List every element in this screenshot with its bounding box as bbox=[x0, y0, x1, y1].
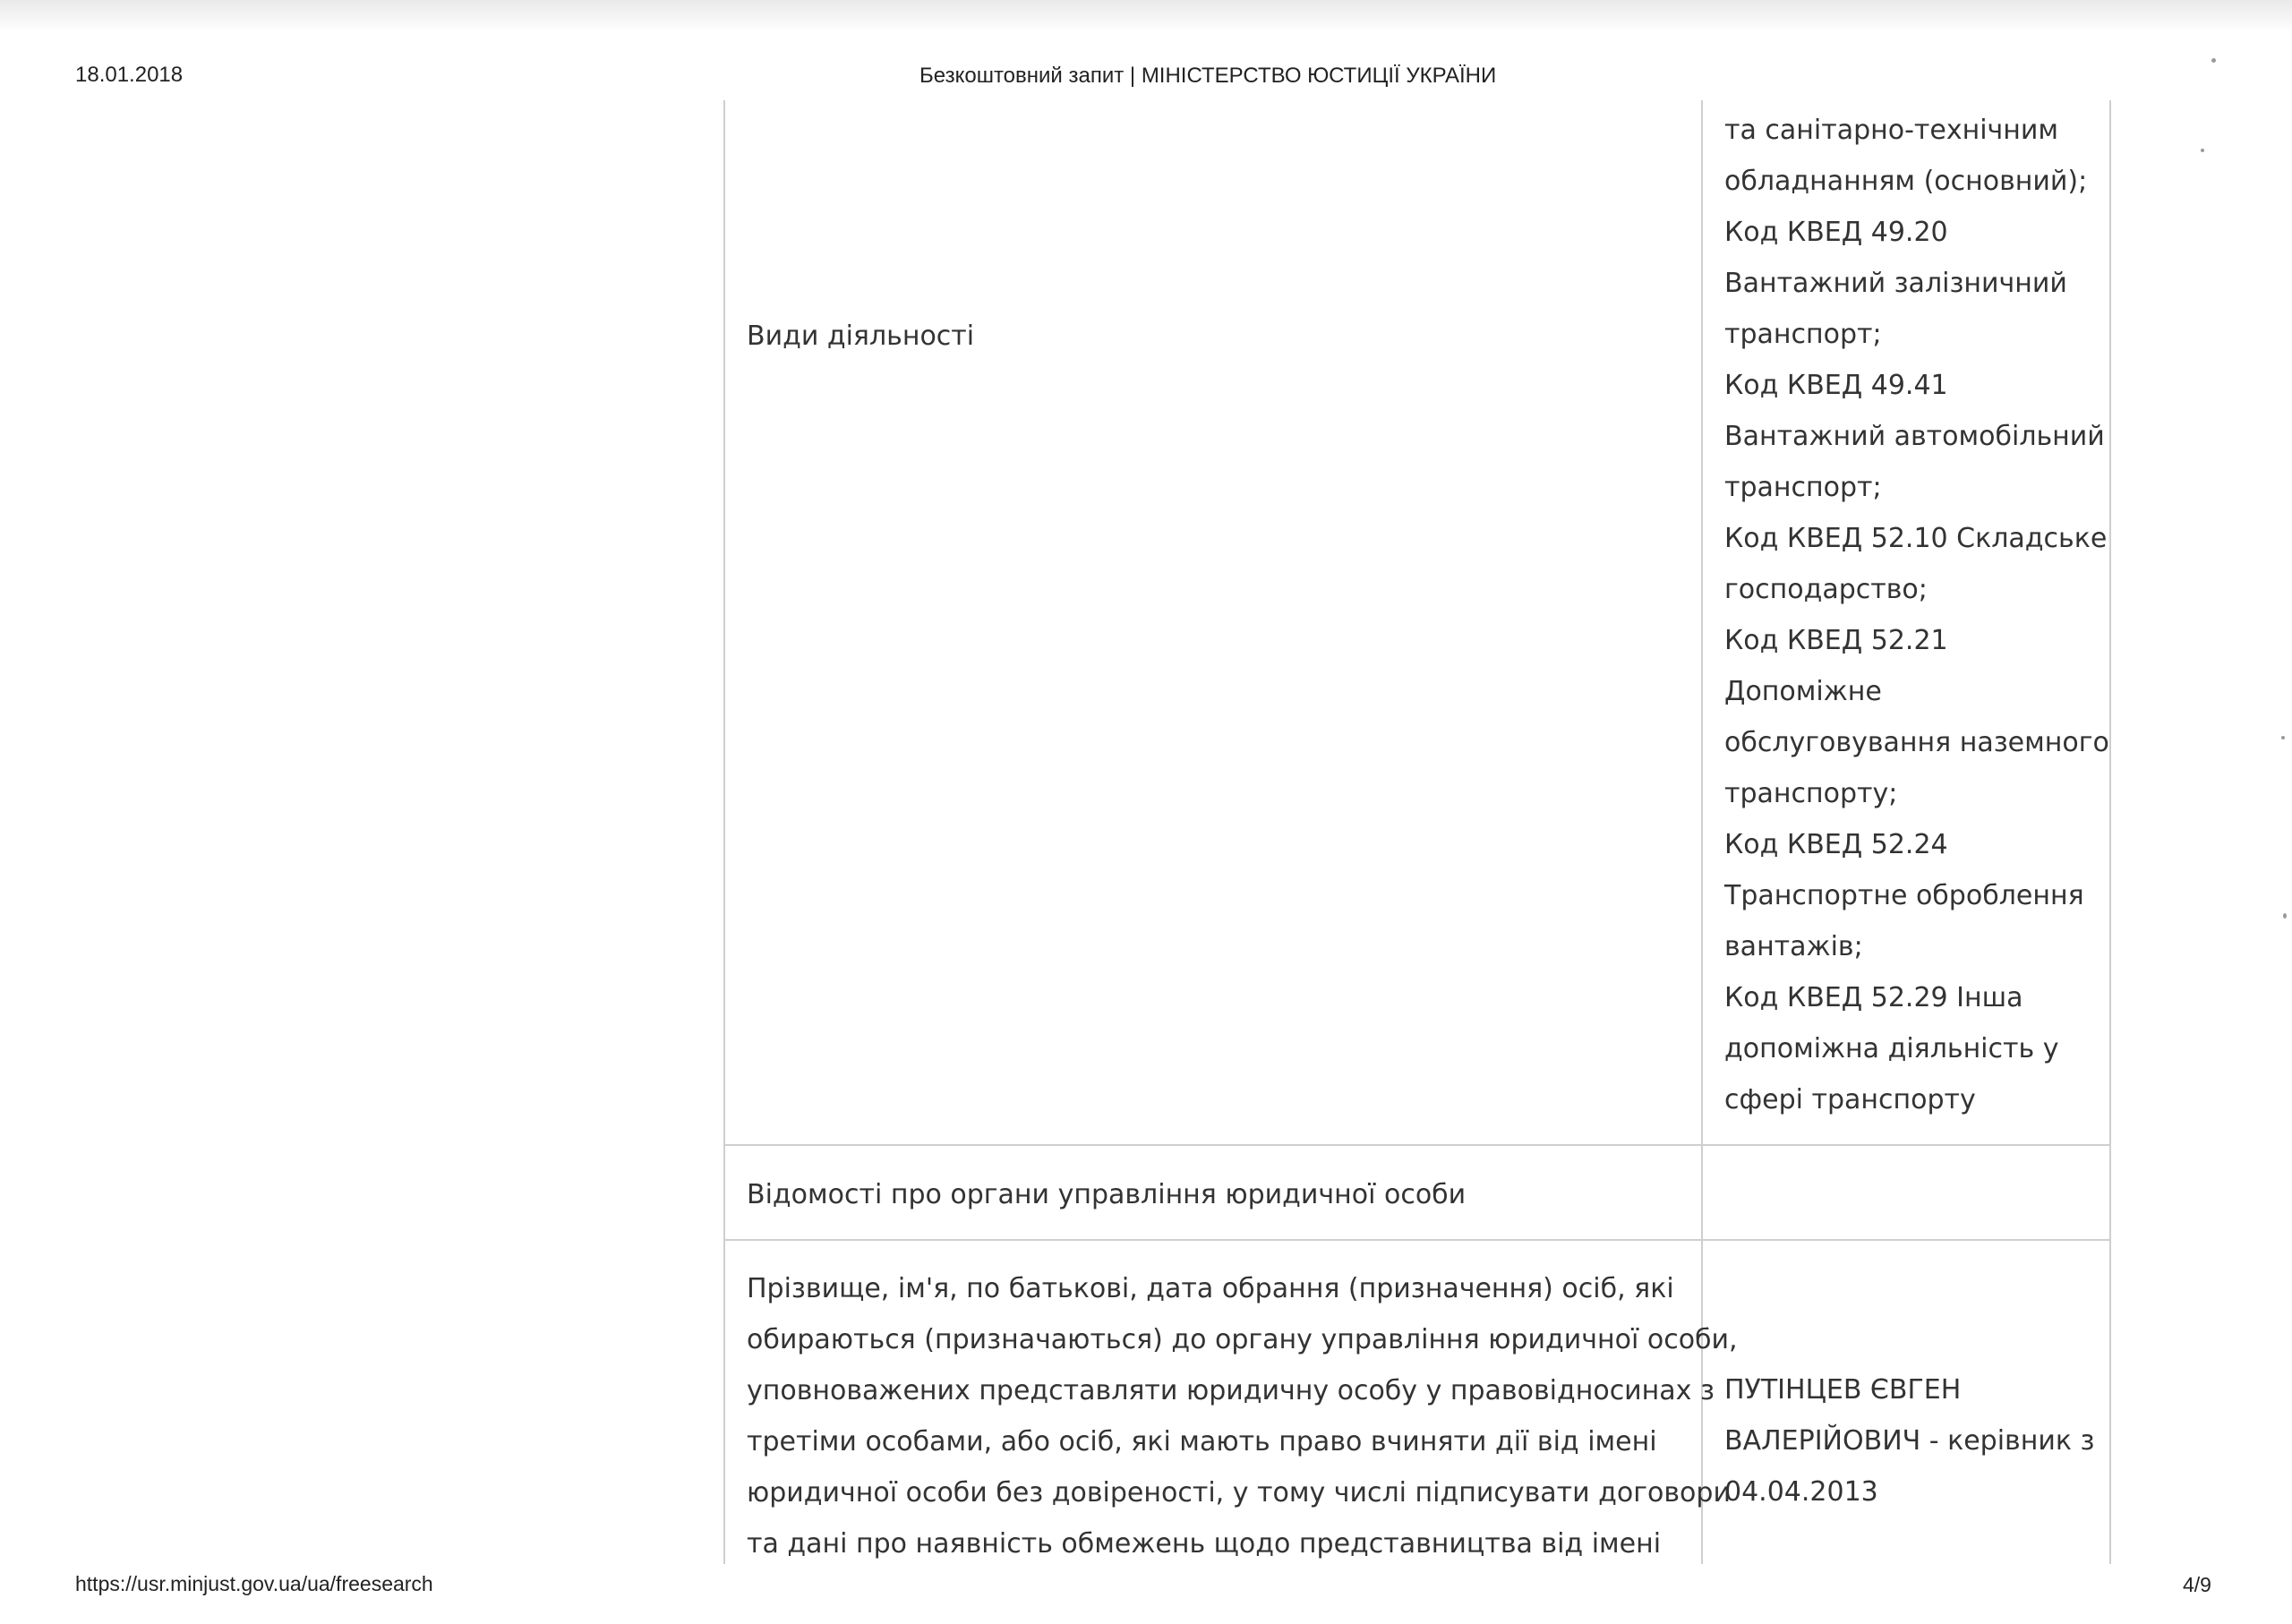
value-line: обладнанням (основний); bbox=[1724, 166, 2088, 197]
label-line: третіми особами, або осіб, які мають право вчиняти дії від імені bbox=[747, 1426, 1657, 1457]
value-line: обслуговування наземного bbox=[1724, 727, 2109, 758]
value-line: Допоміжне bbox=[1724, 676, 1882, 707]
row-value-authorized-persons bbox=[1724, 1364, 2094, 1517]
value-line: Код КВЕД 52.24 bbox=[1724, 829, 1948, 860]
scan-edge bbox=[0, 0, 2292, 32]
scan-speck bbox=[2281, 736, 2285, 739]
value-line: Код КВЕД 49.41 bbox=[1724, 370, 1948, 401]
table-border-right bbox=[2109, 100, 2111, 1564]
value-line: ВАЛЕРІЙОВИЧ - керівник з bbox=[1724, 1425, 2095, 1457]
value-line: Вантажний залізничний bbox=[1724, 268, 2067, 299]
value-line: вантажів; bbox=[1724, 931, 1863, 962]
value-line: транспорт; bbox=[1724, 319, 1882, 350]
label-line: уповноважених представляти юридичну особу у правовідносинах з bbox=[747, 1375, 1715, 1406]
value-line: Вантажний автомобільний bbox=[1724, 421, 2105, 452]
label-line: Прізвище, ім'я, по батькові, дата обрання (призначення) осіб, які bbox=[747, 1273, 1674, 1304]
value-line: транспорт; bbox=[1724, 472, 1882, 503]
value-line: 04.04.2013 bbox=[1724, 1476, 1878, 1508]
table-row-divider bbox=[723, 1239, 2111, 1241]
value-line: Код КВЕД 52.10 Складське bbox=[1724, 523, 2108, 554]
value-line: Транспортне оброблення bbox=[1724, 880, 2084, 911]
value-line: сфері транспорту bbox=[1724, 1084, 1976, 1115]
table-border-left bbox=[723, 100, 725, 1564]
label-line: юридичної особи без довіреності, у тому числі підписувати договори bbox=[747, 1477, 1731, 1509]
value-line: ПУТІНЦЕВ ЄВГЕН bbox=[1724, 1374, 1962, 1406]
row-label-activities bbox=[747, 311, 974, 362]
scan-speck bbox=[2201, 149, 2204, 152]
print-header-title: Безкоштовний запит | МІНІСТЕРСТВО ЮСТИЦІЇ УКРАЇНИ bbox=[919, 64, 1497, 88]
value-line: Код КВЕД 49.20 bbox=[1724, 217, 1948, 248]
scan-speck bbox=[2211, 58, 2216, 63]
value-line: та санітарно-технічним bbox=[1724, 115, 2059, 146]
label-line: та дані про наявність обмежень щодо представництва від імені bbox=[747, 1528, 1662, 1560]
row-label-text: Види діяльності bbox=[747, 321, 975, 352]
value-line: допоміжна діяльність у bbox=[1724, 1033, 2059, 1064]
value-line: транспорту; bbox=[1724, 778, 1898, 809]
row-label-authorized-persons bbox=[747, 1263, 1738, 1569]
print-date: 18.01.2018 bbox=[75, 63, 184, 87]
registry-table bbox=[723, 100, 2111, 1564]
value-line: господарство; bbox=[1724, 574, 1928, 605]
value-line: Код КВЕД 52.21 bbox=[1724, 625, 1948, 656]
value-line: Код КВЕД 52.29 Інша bbox=[1724, 982, 2023, 1013]
label-line: обираються (призначаються) до органу управління юридичної особи, bbox=[747, 1324, 1738, 1355]
footer-url: https://usr.minjust.gov.ua/ua/freesearch bbox=[75, 1572, 433, 1595]
row-value-activities bbox=[1724, 105, 2109, 1125]
row-label-governance bbox=[747, 1169, 1466, 1220]
table-row-divider bbox=[723, 1144, 2111, 1146]
scan-speck bbox=[2283, 913, 2287, 919]
footer-page-number: 4/9 bbox=[2183, 1573, 2211, 1596]
row-label-text: Відомості про органи управління юридичної особи bbox=[747, 1179, 1467, 1210]
